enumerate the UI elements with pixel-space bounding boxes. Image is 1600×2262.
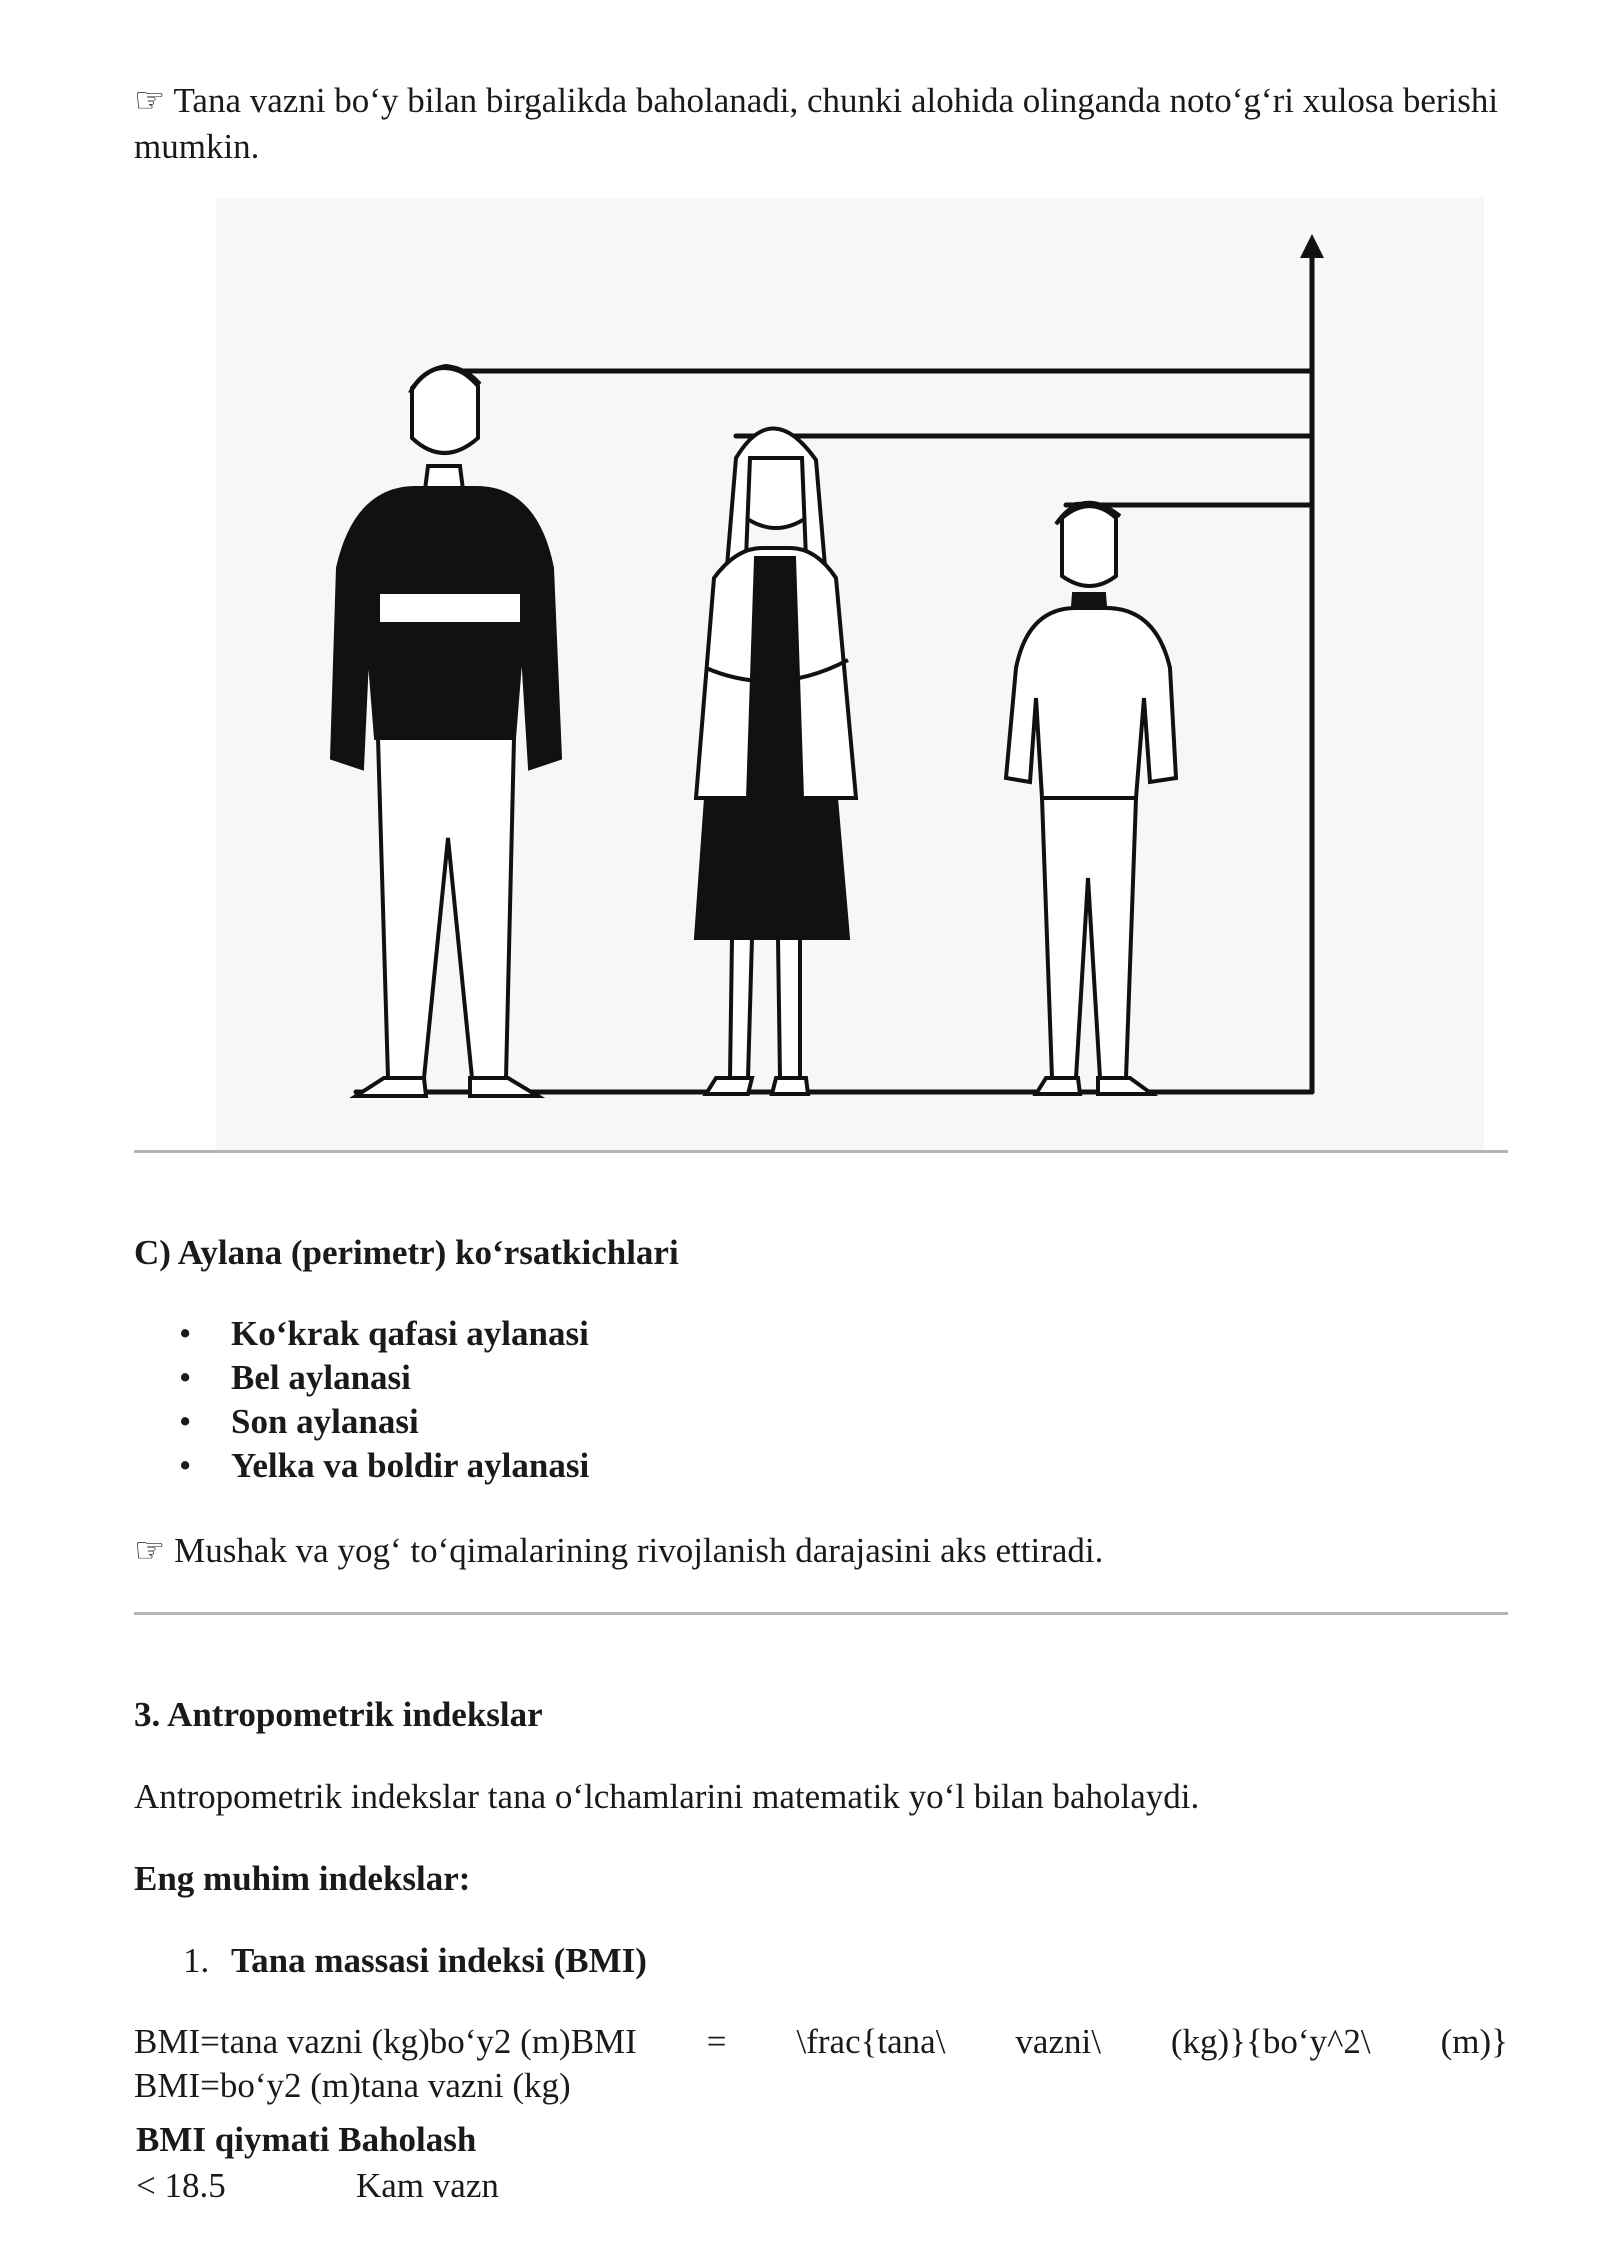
formula-part: BMI=tana vazni (kg)bo‘y2 (m)BMI: [134, 2022, 637, 2061]
height-figures-drawing: [216, 198, 1484, 1153]
section-divider: [134, 1150, 1508, 1153]
numbered-list-item: [134, 1938, 1508, 1984]
section-3-intro: Antropometrik indekslar tana o‘lchamlarini matematik yo‘l bilan baholaydi.: [134, 1777, 1200, 1816]
tall-man-figure: [332, 366, 560, 1096]
formula-part: =: [706, 2022, 727, 2061]
formula-line-2: BMI=bo‘y2 (m)tana vazni (kg): [134, 2066, 571, 2105]
woman-figure: [696, 428, 856, 1094]
bmi-value-cell: < 18.5: [136, 2166, 226, 2205]
formula-part: (m)}: [1440, 2022, 1508, 2061]
arrow-up-icon: [1300, 234, 1324, 258]
important-indices-heading: Eng muhim indekslar:: [134, 1859, 471, 1898]
bmi-assessment-cell: Kam vazn: [356, 2166, 499, 2205]
list-item: • Ko‘krak qafasi aylanasi: [134, 1312, 589, 1356]
height-comparison-illustration: [216, 198, 1484, 1153]
bmi-table: [136, 2117, 499, 2209]
formula-part: vazni\: [1015, 2022, 1101, 2061]
bmi-formula: [134, 2020, 1508, 2108]
list-number: 1.: [183, 1941, 210, 1980]
section-3-heading: 3. Antropometrik indekslar: [134, 1695, 543, 1734]
short-man-figure: [1006, 503, 1176, 1094]
formula-part: \frac{tana\: [796, 2022, 946, 2061]
perimeter-list: [134, 1312, 589, 1488]
section-divider: [134, 1612, 1508, 1615]
height-weight-note: ☞ Tana vazni bo‘y bilan birgalikda baholanadi, chunki alohida olinganda noto‘g‘ri xulosa berishi mumkin.: [134, 81, 1499, 166]
section-c-heading: C) Aylana (perimetr) ko‘rsatkichlari: [134, 1233, 679, 1272]
bmi-table-header: BMI qiymati Baholash: [136, 2120, 477, 2159]
formula-line-1: [134, 2020, 1508, 2064]
list-item: • Bel aylanasi: [134, 1356, 589, 1400]
perimeter-note: ☞ Mushak va yog‘ to‘qimalarining rivojlanish darajasini aks ettiradi.: [134, 1531, 1104, 1570]
table-row: [136, 2163, 499, 2209]
list-item: • Yelka va boldir aylanasi: [134, 1444, 589, 1488]
bmi-item-label: Tana massasi indeksi (BMI): [231, 1941, 647, 1980]
formula-part: (kg)}{bo‘y^2\: [1170, 2022, 1371, 2061]
list-item: • Son aylanasi: [134, 1400, 589, 1444]
